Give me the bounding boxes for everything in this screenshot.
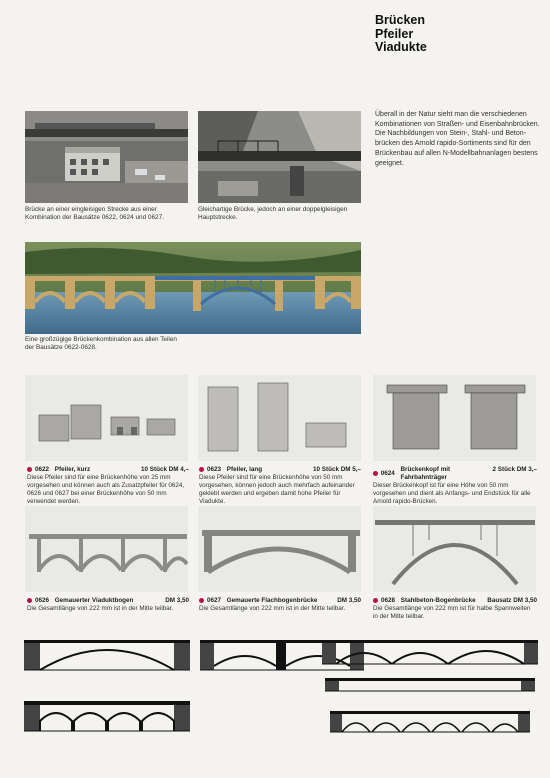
bullet-dot-icon: [373, 471, 378, 476]
product-price: 2 Stück DM 3,–: [492, 466, 537, 473]
bullet-dot-icon: [199, 598, 204, 603]
bullet-dot-icon: [199, 467, 204, 472]
product-name: Brückenkopf mit Fahrbahnträger: [400, 466, 451, 481]
product-price: DM 3,50: [337, 597, 361, 604]
product-description: Die Gesamtlänge von 222 mm ist für halbe Spannweiten in der Mitte teilbar.: [373, 604, 531, 620]
product-price: 10 Stück DM 5,–: [313, 466, 361, 473]
product-number: 0627: [207, 597, 222, 604]
title-line-3: Viadukte: [375, 40, 427, 54]
product-0623: [199, 466, 361, 506]
drawing-arch-bridge: [24, 636, 190, 672]
product-price: Bausatz DM 3,50: [487, 597, 537, 604]
photo-2-caption: Gleichartige Brücke, jedoch an einer doppelgleisigen Hauptstrecke.: [198, 206, 348, 222]
photo-1-caption: Brücke an einer eingleisigen Strecke aus einer Kombination der Bausätze 0622, 0624 und 0627.: [25, 206, 164, 222]
photo-3-caption: Eine großzügige Brückenkombination aus allen Teilen der Bausätze 0622-0628.: [25, 336, 177, 352]
bullet-dot-icon: [373, 598, 378, 603]
product-0622: [27, 466, 189, 506]
product-name: Stahlbeton-Bogenbrücke: [400, 597, 476, 604]
drawing-long-viaduct: [322, 636, 538, 666]
product-number: 0622: [35, 466, 50, 473]
product-name: Pfeiler, lang: [226, 466, 263, 473]
product-number: 0628: [381, 597, 396, 604]
intro-text: Überall in der Natur sieht man die verschiedenen Kombinationen von Straßen- und Eisenbahnbrücken. Die Nachbildungen von Stein-, Stahl- und Betonbrücken des Arnold rapido-Sortiments sind für den Brückenbau auf allen N-Modellbahnanlagen bestens geeignet.: [375, 111, 540, 167]
bullet-dot-icon: [27, 467, 32, 472]
product-name: Pfeiler, kurz: [54, 466, 91, 473]
product-photo-0623: [198, 375, 361, 461]
product-photo-0626: [25, 506, 188, 592]
photo-viaduct-combination: [25, 242, 361, 334]
product-description: Die Gesamtlänge von 222 mm ist in der Mitte teilbar.: [199, 604, 346, 612]
product-number: 0624: [380, 469, 395, 477]
photo-station-bridge: [25, 111, 188, 203]
product-0628: [373, 597, 537, 621]
product-photo-0628: [373, 506, 536, 592]
drawing-girder-bridge: [325, 675, 535, 693]
product-photo-0622: [25, 375, 188, 461]
title-line-2: Pfeiler: [375, 26, 414, 41]
product-description: Die Gesamtlänge von 222 mm ist in der Mitte teilbar.: [27, 604, 174, 612]
title-line-1: Brücken: [375, 13, 426, 27]
product-price: DM 3,50: [165, 597, 189, 604]
product-description: Diese Pfeiler sind für eine Brückenhöhe von 50 mm vorgesehen, können jedoch auch mehrfach aufeinander geklebt werden und ergeben damit hohe Pfeiler für Viadukte.: [199, 473, 355, 505]
product-0624: [373, 466, 537, 506]
drawing-small-viaduct: [330, 708, 530, 734]
page-title: [375, 14, 427, 55]
product-0627: [199, 597, 361, 613]
product-name: Gemauerte Flachbogenbrücke: [226, 597, 318, 604]
product-number: 0623: [207, 466, 222, 473]
product-photo-0624: [373, 375, 536, 461]
product-photo-0627: [198, 506, 361, 592]
product-description: Diese Pfeiler sind für eine Brückenhöhe von 25 mm vorgesehen und können auch als Zusatzpfeiler für 0624, 0626 und 0627 bei einer Brückenhöhe von 50 mm verwendet werden.: [27, 473, 185, 505]
product-0626: [27, 597, 189, 613]
product-description: Dieser Brückenkopf ist für eine Höhe von 50 mm vorgesehen und dient als Anfangs- und Endstück für alle Arnold rapido-Brücken.: [373, 481, 531, 505]
photo-double-track-bridge: [198, 111, 361, 203]
product-name: Gemauerter Viaduktbogen: [54, 597, 134, 604]
drawing-stone-viaduct: [24, 697, 190, 733]
product-price: 10 Stück DM 4,–: [141, 466, 189, 473]
product-number: 0626: [35, 597, 50, 604]
bullet-dot-icon: [27, 598, 32, 603]
